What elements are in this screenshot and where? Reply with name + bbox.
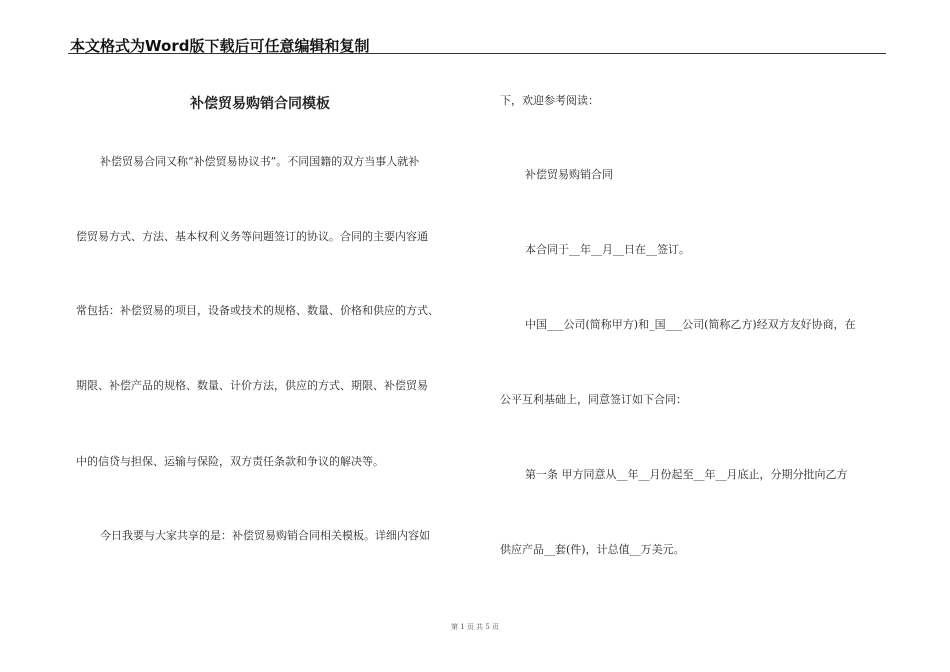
right-line-1: 下，欢迎参考阅读：: [500, 94, 599, 107]
right-line-3: 本合同于__年__月__日在__签订。: [525, 243, 690, 256]
left-line-1: 补偿贸易合同又称“补偿贸易协议书”。不同国籍的双方当事人就补: [100, 155, 420, 168]
page-number: 第 1 页 共 5 页: [450, 623, 500, 631]
right-line-4: 中国___公司(简称甲方)和_国___公司(简称乙方)经双方友好协商，在: [525, 318, 856, 331]
right-line-6: 第一条 甲方同意从__年__月份起至__年__月底止，分期分批向乙方: [525, 468, 848, 481]
document-title: 补偿贸易购销合同模板: [190, 96, 330, 112]
left-line-2: 偿贸易方式、方法、基本权利义务等问题签订的协议。合同的主要内容通: [76, 230, 428, 243]
left-line-4: 期限、补偿产品的规格、数量、计价方法，供应的方式、期限、补偿贸易: [76, 379, 428, 392]
left-line-6: 今日我要与大家共享的是：补偿贸易购销合同相关模板。详细内容如: [100, 529, 430, 542]
right-line-7: 供应产品__套(件)，计总值__万美元。: [500, 543, 685, 556]
right-line-5: 公平互利基础上，同意签订如下合同：: [500, 393, 687, 406]
header-title: 本文格式为Word版下载后可任意编辑和复制: [70, 37, 370, 55]
left-line-5: 中的信贷与担保、运输与保险，双方责任条款和争议的解决等。: [76, 455, 384, 468]
right-line-2: 补偿贸易购销合同: [525, 168, 613, 181]
left-line-3: 常包括：补偿贸易的项目，设备或技术的规格、数量、价格和供应的方式、: [76, 304, 439, 317]
header-divider: [68, 53, 886, 54]
